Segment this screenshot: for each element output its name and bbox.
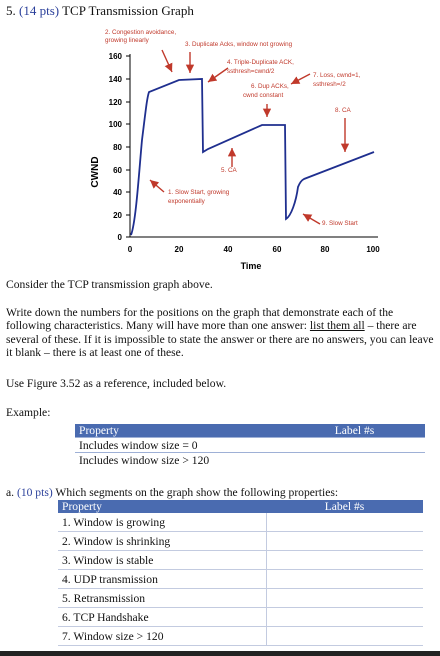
y-tick-label: 0 [117, 233, 122, 242]
annotation-6-line2: cwnd constant [243, 92, 284, 99]
table-row [75, 453, 425, 468]
instructions-paragraph [6, 306, 436, 360]
bottom-border [0, 651, 440, 656]
table-row [58, 532, 423, 551]
example-label-cell[interactable] [284, 453, 425, 468]
table-row [58, 513, 423, 532]
annotation-7-line2: ssthresh=/2 [313, 81, 346, 88]
y-tick-label: 80 [113, 143, 122, 152]
label-input-cell[interactable] [266, 608, 423, 627]
example-col-property: Property [75, 424, 284, 438]
instructions-part-1: Write down the numbers for the positions on the graph that demonstrate each of the following characteristics. Many will have more than one answer: [6, 306, 394, 333]
question-title [6, 3, 194, 19]
property-cell: 2. Window is shrinking [58, 532, 266, 551]
question-number: 5. [6, 3, 16, 18]
annotation-9: 9. Slow Start [322, 220, 358, 227]
example-property-cell: Includes window size > 120 [75, 453, 284, 468]
label-input-cell[interactable] [266, 570, 423, 589]
annotation-3: 3. Duplicate Acks, window not growing [185, 41, 293, 48]
instructions-underlined: list them all [309, 319, 365, 333]
y-tick-label: 140 [108, 75, 122, 84]
x-tick-label: 40 [223, 245, 233, 254]
annotation-7-line1: 7. Loss, cwnd=1, [313, 72, 361, 79]
annotation-1-line2: exponentially [168, 198, 205, 205]
example-col-label: Label #s [284, 424, 425, 438]
part-a-heading [6, 486, 436, 499]
label-input-cell[interactable] [266, 627, 423, 646]
instructions-part-2: – there are several of these. If it is impossible to state the answer or there are no answers, you can leave it blank – there is at least one of these. [6, 319, 434, 360]
annotation-1-line1: 1. Slow Start, growing [168, 189, 230, 196]
part-a-points: (10 pts) [16, 486, 53, 499]
annotation-6-line1: 6. Dup ACKs, [251, 83, 289, 90]
label-input-cell[interactable] [266, 532, 423, 551]
y-tick-label: 160 [108, 52, 122, 61]
label-input-cell[interactable] [266, 551, 423, 570]
cwnd-line [131, 79, 374, 235]
x-tick-label: 20 [174, 245, 184, 254]
table-row [58, 551, 423, 570]
use-figure-text: Use Figure 3.52 as a reference, included below. [6, 377, 227, 390]
y-tick-label: 120 [108, 98, 122, 107]
table-row [75, 438, 425, 453]
label-input-cell[interactable] [266, 589, 423, 608]
tcp-graph [0, 22, 440, 274]
property-cell: 3. Window is stable [58, 551, 266, 570]
x-axis-label: Time [240, 261, 262, 271]
part-a-label: a. [6, 486, 15, 499]
property-cell: 6. TCP Handshake [58, 608, 266, 627]
example-label-cell[interactable] [284, 438, 425, 453]
property-cell: 1. Window is growing [58, 513, 266, 532]
y-tick-label: 60 [113, 166, 122, 175]
properties-table [58, 500, 423, 646]
property-cell: 5. Retransmission [58, 589, 266, 608]
question-points: (14 pts) [19, 3, 60, 18]
consider-text: Consider the TCP transmission graph above. [6, 278, 213, 291]
x-tick-label: 60 [272, 245, 282, 254]
property-cell: 7. Window size > 120 [58, 627, 266, 646]
properties-col-property: Property [58, 500, 266, 513]
x-tick-label: 80 [320, 245, 330, 254]
x-tick-label: 100 [366, 245, 380, 254]
properties-col-label: Label #s [266, 500, 423, 513]
example-label: Example: [6, 406, 51, 419]
part-a-text: Which segments on the graph show the following properties: [55, 486, 339, 499]
x-tick-label: 0 [127, 245, 133, 254]
annotation-5: 5. CA [221, 167, 237, 174]
annotation-4-line1: 4. Triple-Duplicate ACK, [227, 59, 294, 66]
y-tick-label: 100 [108, 120, 122, 129]
table-row [58, 570, 423, 589]
label-input-cell[interactable] [266, 513, 423, 532]
example-table [75, 424, 425, 467]
annotation-2-line2: growing linearly [105, 37, 149, 44]
annotation-2-line1: 2. Congestion avoidance, [105, 29, 177, 36]
table-row [58, 589, 423, 608]
table-row [58, 608, 423, 627]
table-row [58, 627, 423, 646]
annotation-8: 8. CA [335, 107, 351, 114]
annotation-4-line2: ssthresh=cwnd/2 [227, 68, 275, 75]
property-cell: 4. UDP transmission [58, 570, 266, 589]
y-axis-label: CWND [90, 156, 101, 188]
question-title-text: TCP Transmission Graph [62, 3, 194, 18]
y-tick-label: 20 [113, 211, 122, 220]
y-tick-label: 40 [113, 188, 122, 197]
example-property-cell: Includes window size = 0 [75, 438, 284, 453]
